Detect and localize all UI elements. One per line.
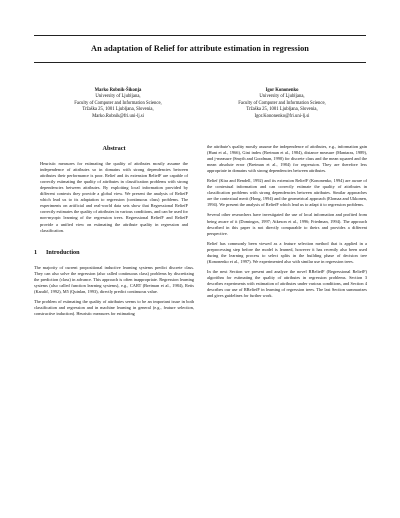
- paragraph: The problem of estimating the quality of attributes seems to be an important issue in both classification and regression and in machine learning in general (e.g., feature selection, constructive induction). Heuristic measures for estimating: [34, 298, 194, 316]
- author-block-1: [34, 88, 202, 120]
- author-email: Marko.Robnik@fri.uni-lj.si: [92, 113, 144, 119]
- title-top-rule: [34, 35, 366, 36]
- left-column: [34, 146, 194, 321]
- author-name: Marko Robnik-Šikonja: [94, 88, 142, 93]
- author-address: Tržaška 25, 1001 Ljubljana, Slovenia,: [82, 107, 154, 113]
- paragraph: Several other researchers have investigated the use of local information and profited from being aware of it (Domingos, 1997; Atkeson et al., 1996; Friedman, 1994). The approach described in this paper is not directly comparable to theirs and provides a different perspective.: [207, 212, 367, 236]
- section-heading: [34, 250, 194, 256]
- author-address: Tržaška 25, 1001 Ljubljana, Slovenia,: [246, 107, 318, 113]
- author-name: Igor Kononenko: [265, 88, 299, 93]
- paper-title: An adaptation of Relief for attribute estimation in regression: [91, 44, 309, 53]
- author-department: Faculty of Computer and Information Science,: [74, 100, 162, 106]
- right-column: [207, 144, 367, 303]
- author-email: Igor.Kononenko@fri.uni-lj.si: [254, 113, 310, 119]
- abstract-text: Heuristic measures for estimating the quality of attributes mostly assume the independence of attributes so in domains with strong dependencies between attributes their performance is poor. Relief and its extension ReliefF are capable of correctly estimating the quality of attributes in classification problems with strong dependencies between attributes. By exploiting local information provided by different contexts they provide a global view. We present the analysis of ReliefF which lead us to its adaptation to regression (continuous class) problems. The experiments on artificial and real-world data sets show that Regressional ReliefF correctly estimates the quality of attributes in various conditions, and can be used for non-myopic learning of the regression trees. Regressional ReliefF and ReliefF provide a unified view on estimating the attribute quality in regression and classification.: [40, 161, 188, 233]
- author-department: Faculty of Computer and Information Science,: [238, 100, 326, 106]
- paragraph: the attribute's quality mostly assume the independence of attributes, e.g., information gain (Hunt et al., 1966), Gini index (Breiman et al., 1984), distance measure (Mantaras, 1989), and j-measure (Smyth and Goodman, 1990) for discrete class and the mean squared and the mean absolute error (Breiman et al., 1984) for regression. They are therefore less appropriate in domains with strong dependencies between attributes.: [207, 144, 367, 174]
- paragraph: Relief has commonly been viewed as a feature selection method that is applied in a preprocessing step before the model is learned, however it has recently also been used during the learning process to select splits in the building phase of decision tree (Kononenko et al., 1997). We experimented also with similar use in regression trees.: [207, 240, 367, 264]
- paragraph: The majority of current propositional inductive learning systems predict discrete class. They can also solve the regression (also called continuous class) problems by discretizing the prediction (class) in advance. This approach is often inappropriate. Regression learning systems (also called function learning systems), e.g., CART (Breiman et al., 1984), Retis (Karalič, 1992), M5 (Quinlan, 1993), directly predict continuous value.: [34, 264, 194, 294]
- section-number: 1: [34, 248, 38, 256]
- author-block-2: [198, 88, 366, 120]
- paragraph: Relief (Kira and Rendell, 1992) and its extension ReliefF (Kononenko, 1994) are aware of the contextual information and can correctly estimate the quality of attributes in classification problems with strong dependencies between attributes. Similar approaches are the contextual merit (Hong, 1994) and the geometrical approach (Elomaa and Ukkonen, 1994). We present the analysis of ReliefF which lead us to adapt it to regression problems.: [207, 178, 367, 208]
- abstract-heading: Abstract: [102, 145, 126, 152]
- author-affiliation: University of Ljubljana,: [95, 94, 141, 100]
- section-title: Introduction: [46, 248, 80, 256]
- author-affiliation: University of Ljubljana,: [259, 94, 305, 100]
- paragraph: In the next Section we present and analyze the novel RReliefF (Regressional ReliefF) algorithm for estimating the quality of attributes in regression problems. Section 3 describes experiments with estimation of attributes under various conditions, and Section 4 describes our use of RReliefF in learning of regression trees. The last Section summarizes and gives guidelines for further work.: [207, 268, 367, 299]
- title-bottom-rule: [34, 62, 366, 63]
